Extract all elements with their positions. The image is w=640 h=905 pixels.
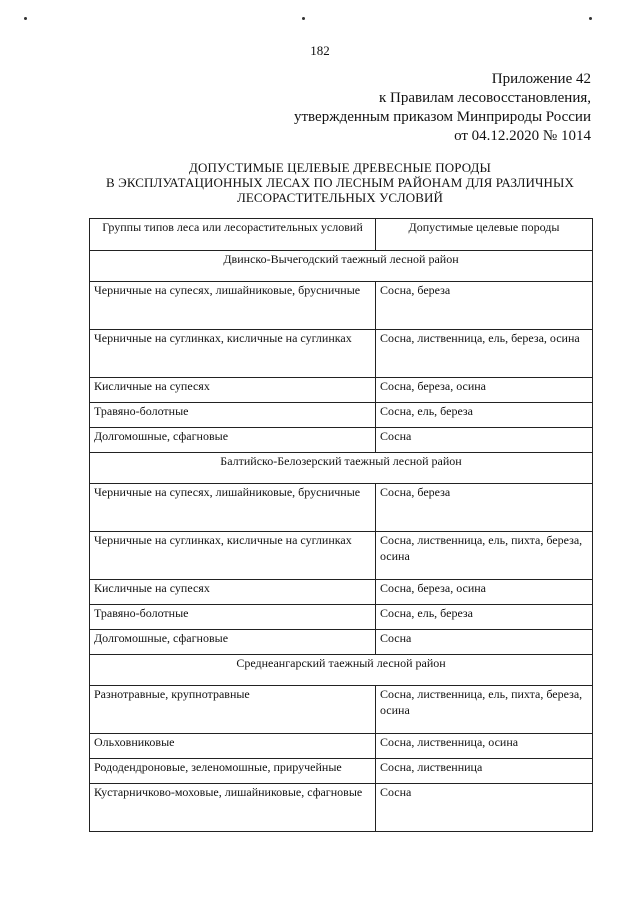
region-row: [90, 453, 593, 484]
table-row: [90, 484, 593, 532]
table-row: [90, 532, 593, 580]
species-table: [89, 218, 593, 832]
forest-group-cell: Долгомошные, сфагновые: [90, 428, 376, 453]
region-name: Среднеангарский таежный лесной район: [90, 655, 593, 686]
table-row: [90, 630, 593, 655]
forest-group-cell: Рододендроновые, зеленомошные, приручейные: [90, 759, 376, 784]
species-cell: Сосна, лиственница, ель, пихта, береза, осина: [376, 686, 593, 734]
species-cell: Сосна, ель, береза: [376, 403, 593, 428]
species-cell: Сосна, лиственница: [376, 759, 593, 784]
document-title: [60, 160, 620, 205]
forest-group-cell: Долгомошные, сфагновые: [90, 630, 376, 655]
species-cell: Сосна: [376, 784, 593, 832]
forest-group-cell: Кисличные на супесях: [90, 378, 376, 403]
species-cell: Сосна, береза, осина: [376, 378, 593, 403]
table-row: [90, 734, 593, 759]
species-cell: Сосна, лиственница, ель, пихта, береза, осина: [376, 532, 593, 580]
table-row: [90, 759, 593, 784]
scan-dot: [589, 17, 592, 20]
table-row: [90, 403, 593, 428]
table-row: [90, 686, 593, 734]
forest-group-cell: Кустарничково-моховые, лишайниковые, сфагновые: [90, 784, 376, 832]
forest-group-cell: Черничные на суглинках, кисличные на суглинках: [90, 532, 376, 580]
species-cell: Сосна, лиственница, осина: [376, 734, 593, 759]
forest-group-cell: Травяно-болотные: [90, 605, 376, 630]
scan-dot: [302, 17, 305, 20]
forest-group-cell: Травяно-болотные: [90, 403, 376, 428]
forest-group-cell: Черничные на супесях, лишайниковые, брусничные: [90, 484, 376, 532]
region-name: Двинско-Вычегодский таежный лесной район: [90, 251, 593, 282]
region-row: [90, 251, 593, 282]
table-row: [90, 580, 593, 605]
appendix-line: утвержденным приказом Минприроды России: [294, 109, 591, 125]
table-row: [90, 330, 593, 378]
table-row: [90, 378, 593, 403]
appendix-line: от 04.12.2020 № 1014: [454, 128, 591, 144]
species-cell: Сосна, лиственница, ель, береза, осина: [376, 330, 593, 378]
species-cell: Сосна: [376, 428, 593, 453]
table-row: [90, 282, 593, 330]
region-row: [90, 655, 593, 686]
table-row: [90, 605, 593, 630]
species-cell: Сосна, ель, береза: [376, 605, 593, 630]
title-line: В ЭКСПЛУАТАЦИОННЫХ ЛЕСАХ ПО ЛЕСНЫМ РАЙОНАМ ДЛЯ РАЗЛИЧНЫХ: [106, 175, 574, 190]
species-cell: Сосна, береза, осина: [376, 580, 593, 605]
region-name: Балтийско-Белозерский таежный лесной район: [90, 453, 593, 484]
forest-group-cell: Кисличные на супесях: [90, 580, 376, 605]
appendix-line: Приложение 42: [491, 71, 591, 87]
column-header-groups: Группы типов леса или лесорастительных условий: [90, 219, 376, 251]
species-cell: Сосна, береза: [376, 484, 593, 532]
column-header-species: Допустимые целевые породы: [376, 219, 593, 251]
forest-group-cell: Ольховниковые: [90, 734, 376, 759]
table-header-row: [90, 219, 593, 251]
appendix-line: к Правилам лесовосстановления,: [378, 90, 591, 106]
page-number: 182: [310, 43, 330, 58]
title-line: ЛЕСОРАСТИТЕЛЬНЫХ УСЛОВИЙ: [236, 190, 444, 205]
species-cell: Сосна: [376, 630, 593, 655]
appendix-header: [294, 70, 591, 146]
table-row: [90, 428, 593, 453]
species-cell: Сосна, береза: [376, 282, 593, 330]
table-row: [90, 784, 593, 832]
forest-group-cell: Черничные на супесях, лишайниковые, брусничные: [90, 282, 376, 330]
scan-dot: [24, 17, 27, 20]
forest-group-cell: Разнотравные, крупнотравные: [90, 686, 376, 734]
title-line: ДОПУСТИМЫЕ ЦЕЛЕВЫЕ ДРЕВЕСНЫЕ ПОРОДЫ: [189, 160, 491, 175]
forest-group-cell: Черничные на суглинках, кисличные на суглинках: [90, 330, 376, 378]
